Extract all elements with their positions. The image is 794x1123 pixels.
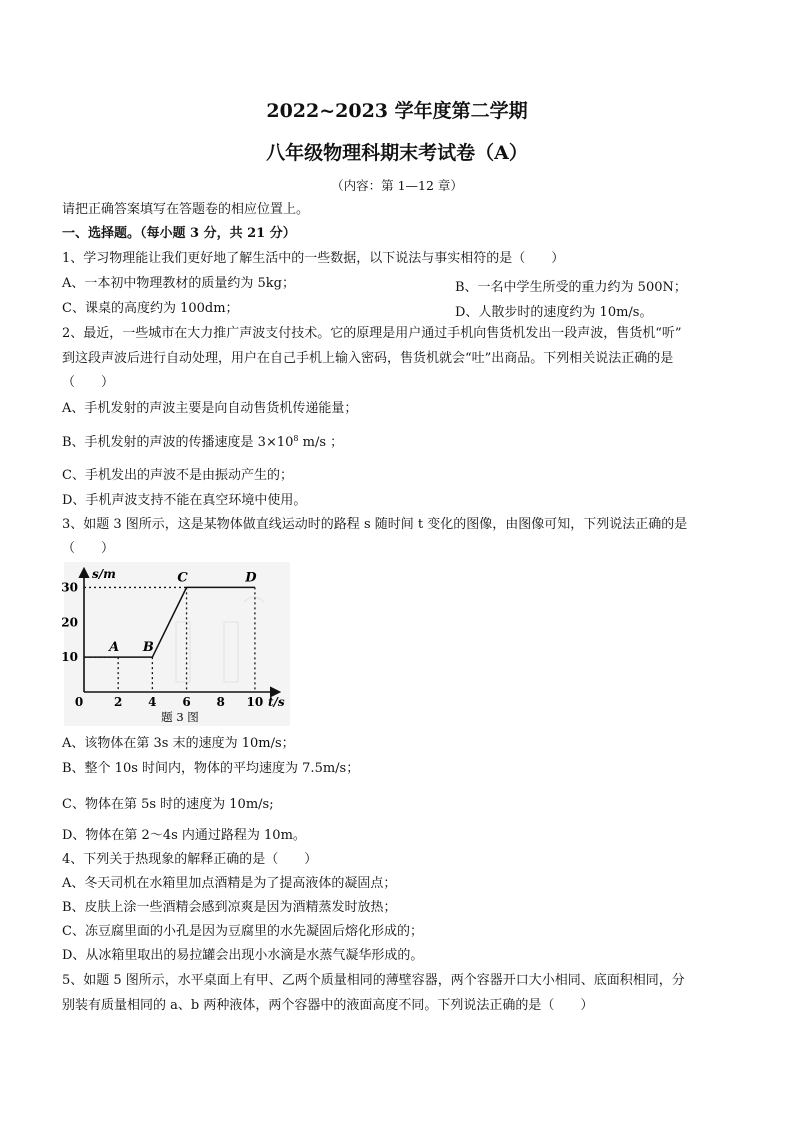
q2-stem-line1: 2、最近，一些城市在大力推广声波支付技术。它的原理是用户通过手机向售货机发出一段声波，售货机“听” <box>62 326 682 341</box>
point-label-c: C <box>177 570 188 586</box>
exam-title: 八年级物理科期末考试卷（A） <box>266 142 528 164</box>
q5-stem-line2: 别装有质量相同的 a、b 两种液体，两个容器中的液面高度不同。下列说法正确的是（ ） <box>62 998 594 1013</box>
x-tick-label: 10 <box>246 695 264 709</box>
q2-option-b-unit: m/s ； <box>298 435 344 450</box>
figure-caption: 题 3 图 <box>161 710 199 724</box>
y-axis-label: s/m <box>92 567 116 581</box>
q3-stem-line2: （ ） <box>62 541 115 556</box>
tick-labels <box>61 580 263 709</box>
q1-option-a: A、一本初中物理教材的质量约为 5kg； <box>62 276 295 291</box>
instruction: 请把正确答案填写在答题卷的相应位置上。 <box>62 202 310 217</box>
q5-stem-line1: 5、如题 5 图所示，水平桌面上有甲、乙两个质量相同的薄壁容器，两个容器开口大小相同、底面积相同，分 <box>62 973 685 988</box>
q4-option-d: D、从冰箱里取出的易拉罐会出现小水滴是水蒸气凝华形成的。 <box>62 948 424 963</box>
q2-stem-line3: （ ） <box>62 375 115 390</box>
q3-option-c: C、物体在第 5s 时的速度为 10m/s; <box>62 797 274 812</box>
q2-option-d: D、手机声波支持不能在真空环境中使用。 <box>62 493 307 508</box>
point-label-b: B <box>142 640 154 656</box>
q2-option-b-exponent: 8 <box>293 434 299 443</box>
q3-st-chart <box>61 562 290 726</box>
q1-option-b: B、一名中学生所受的重力约为 500N； <box>455 280 687 295</box>
origin-label: 0 <box>74 695 84 709</box>
q4-option-b: B、皮肤上涂一些酒精会感到凉爽是因为酒精蒸发时放热； <box>62 900 397 915</box>
q2-option-b <box>62 435 343 451</box>
q3-figure <box>61 562 290 726</box>
x-tick-label: 8 <box>216 695 225 709</box>
q2-stem-line2: 到这段声波后进行自动处理，用户在自己手机上输入密码，售货机就会“吐”出商品。下列相关说法正确的是 <box>62 351 674 366</box>
school-year-title: 2022~2023 学年度第二学期 <box>266 100 528 122</box>
q4-option-a: A、冬天司机在水箱里加点酒精是为了提高液体的凝固点； <box>62 876 397 891</box>
section-heading: 一、选择题。（每小题 3 分，共 21 分） <box>62 226 296 241</box>
y-tick-label: 10 <box>61 650 78 665</box>
x-tick-label: 2 <box>114 695 123 709</box>
x-axis-label: t/s <box>268 695 285 709</box>
background-smudge <box>176 597 264 682</box>
point-labels <box>107 570 257 655</box>
q3-option-d: D、物体在第 2～4s 内通过路程为 10m。 <box>62 828 306 843</box>
q4-option-c: C、冻豆腐里面的小孔是因为豆腐里的水先凝固后熔化形成的； <box>62 924 423 939</box>
q2-option-a: A、手机发射的声波主要是向自动售货机传递能量； <box>62 401 358 416</box>
q2-option-c: C、手机发出的声波不是由振动产生的； <box>62 468 293 483</box>
point-label-d: D <box>245 570 257 586</box>
x-tick-label: 6 <box>182 695 191 709</box>
q3-option-b: B、整个 10s 时间内，物体的平均速度为 7.5m/s； <box>62 761 360 776</box>
q3-stem-line1: 3、如题 3 图所示，这是某物体做直线运动时的路程 s 随时间 t 变化的图像，由图像可知，下列说法正确的是 <box>62 517 688 532</box>
q1-option-c: C、课桌的高度约为 100dm； <box>62 301 239 316</box>
q2-option-b-text: B、手机发射的声波的传播速度是 3×10 <box>62 435 294 450</box>
point-label-a: A <box>109 640 120 656</box>
content-scope: （内容：第 1—12 章） <box>331 178 463 193</box>
q4-stem: 4、下列关于热现象的解释正确的是（ ） <box>62 852 318 867</box>
q1-stem: 1、学习物理能让我们更好地了解生活中的一些数据，以下说法与事实相符的是（ ） <box>62 251 565 266</box>
q3-option-a: A、该物体在第 3s 末的速度为 10m/s； <box>62 736 295 751</box>
y-tick-label: 20 <box>61 615 78 630</box>
q1-option-d: D、人散步时的速度约为 10m/s。 <box>455 305 653 320</box>
y-tick-label: 30 <box>61 580 78 595</box>
x-tick-label: 4 <box>148 695 157 709</box>
